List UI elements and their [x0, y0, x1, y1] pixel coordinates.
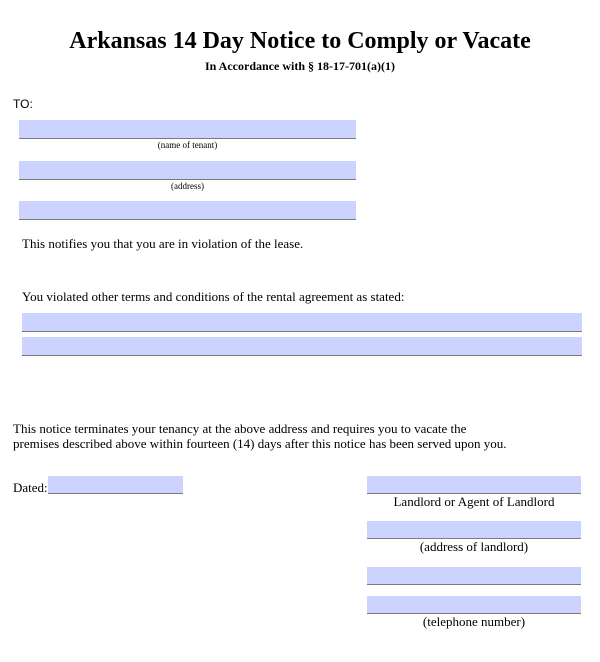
to-label: TO: — [13, 97, 33, 111]
landlord-address-field[interactable] — [367, 521, 581, 539]
landlord-address-caption: (address of landlord) — [419, 539, 529, 554]
tenant-address-caption: (address) — [171, 181, 204, 191]
landlord-name-field[interactable] — [367, 476, 581, 494]
dated-label: Dated: — [13, 480, 48, 495]
landlord-telephone-field[interactable] — [367, 596, 581, 614]
termination-text-line1: This notice terminates your tenancy at the above address and requires you to vacate the — [13, 421, 467, 436]
tenant-address-line2-field[interactable] — [19, 201, 356, 220]
landlord-caption: Landlord or Agent of Landlord — [393, 494, 555, 509]
termination-text-line2: premises described above within fourteen (14) days after this notice has been served upon you. — [13, 436, 507, 451]
tenant-address-field[interactable] — [19, 161, 356, 180]
violation-notice-text: This notifies you that you are in violation of the lease. — [22, 236, 304, 251]
tenant-name-caption: (name of tenant) — [157, 140, 218, 150]
tenant-name-field[interactable] — [19, 120, 356, 139]
landlord-address-line2-field[interactable] — [367, 567, 581, 585]
statute-subtitle: In Accordance with § 18-17-701(a)(1) — [205, 59, 395, 73]
dated-field[interactable] — [48, 476, 183, 494]
landlord-telephone-caption: (telephone number) — [422, 614, 526, 629]
violation-terms-text: You violated other terms and conditions of the rental agreement as stated: — [22, 289, 405, 304]
violation-line1-field[interactable] — [22, 313, 582, 332]
violation-line2-field[interactable] — [22, 337, 582, 356]
page-title: Arkansas 14 Day Notice to Comply or Vacate — [69, 28, 531, 54]
